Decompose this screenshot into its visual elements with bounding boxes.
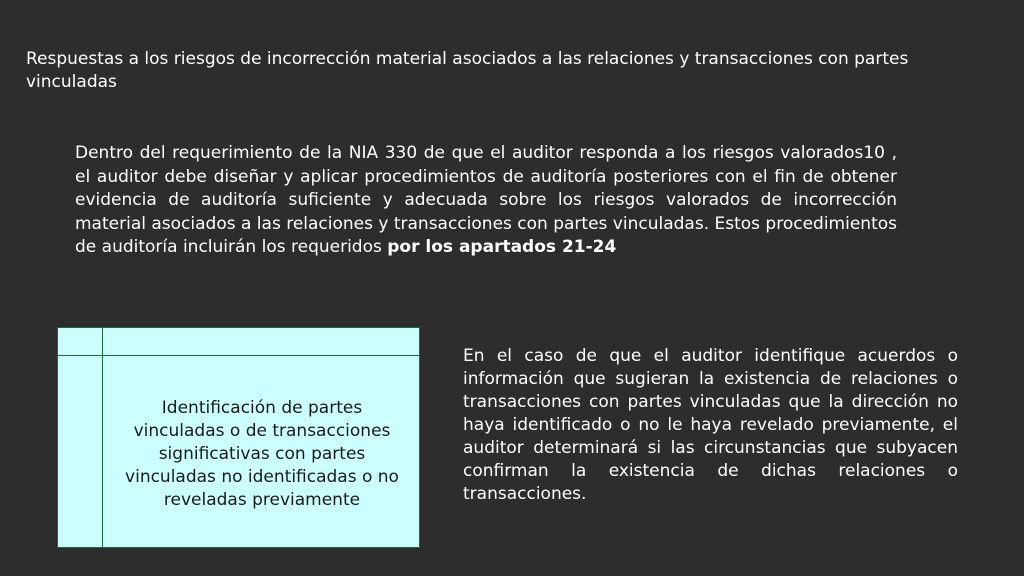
highlight-box — [57, 327, 420, 548]
side-paragraph: En el caso de que el auditor identifique acuerdos o información que sugieran la existencia de relaciones o transacciones con partes vinculadas que la dirección no haya identificado o no le haya revelado previamente, el auditor determinará si las circunstancias que subyacen confirman la existencia de dichas relaciones o transacciones. — [463, 346, 958, 504]
slide-title: Respuestas a los riesgos de incorrección material asociados a las relaciones y transacciones con partes vinculadas — [26, 49, 909, 92]
box-horizontal-divider — [58, 355, 419, 356]
box-vertical-divider — [102, 328, 103, 547]
box-text: Identificación de partes vinculadas o de transacciones significativas con partes vinculadas no identificadas o no reveladas previamente — [125, 398, 399, 510]
intro-text: Dentro del requerimiento de la NIA 330 de que el auditor responda a los riesgos valorados10 , el auditor debe diseñar y aplicar procedimientos de auditoría posteriores con el fin de obtener evidencia de auditoría suficiente y adecuada sobre los riesgos valorados de incorrección material asociados a las relaciones y transacciones con partes vinculadas. Estos procedimientos de auditoría incluirán los requeridos — [75, 143, 897, 257]
intro-paragraph — [75, 142, 897, 260]
intro-bold-text: por los apartados 21-24 — [387, 237, 617, 257]
